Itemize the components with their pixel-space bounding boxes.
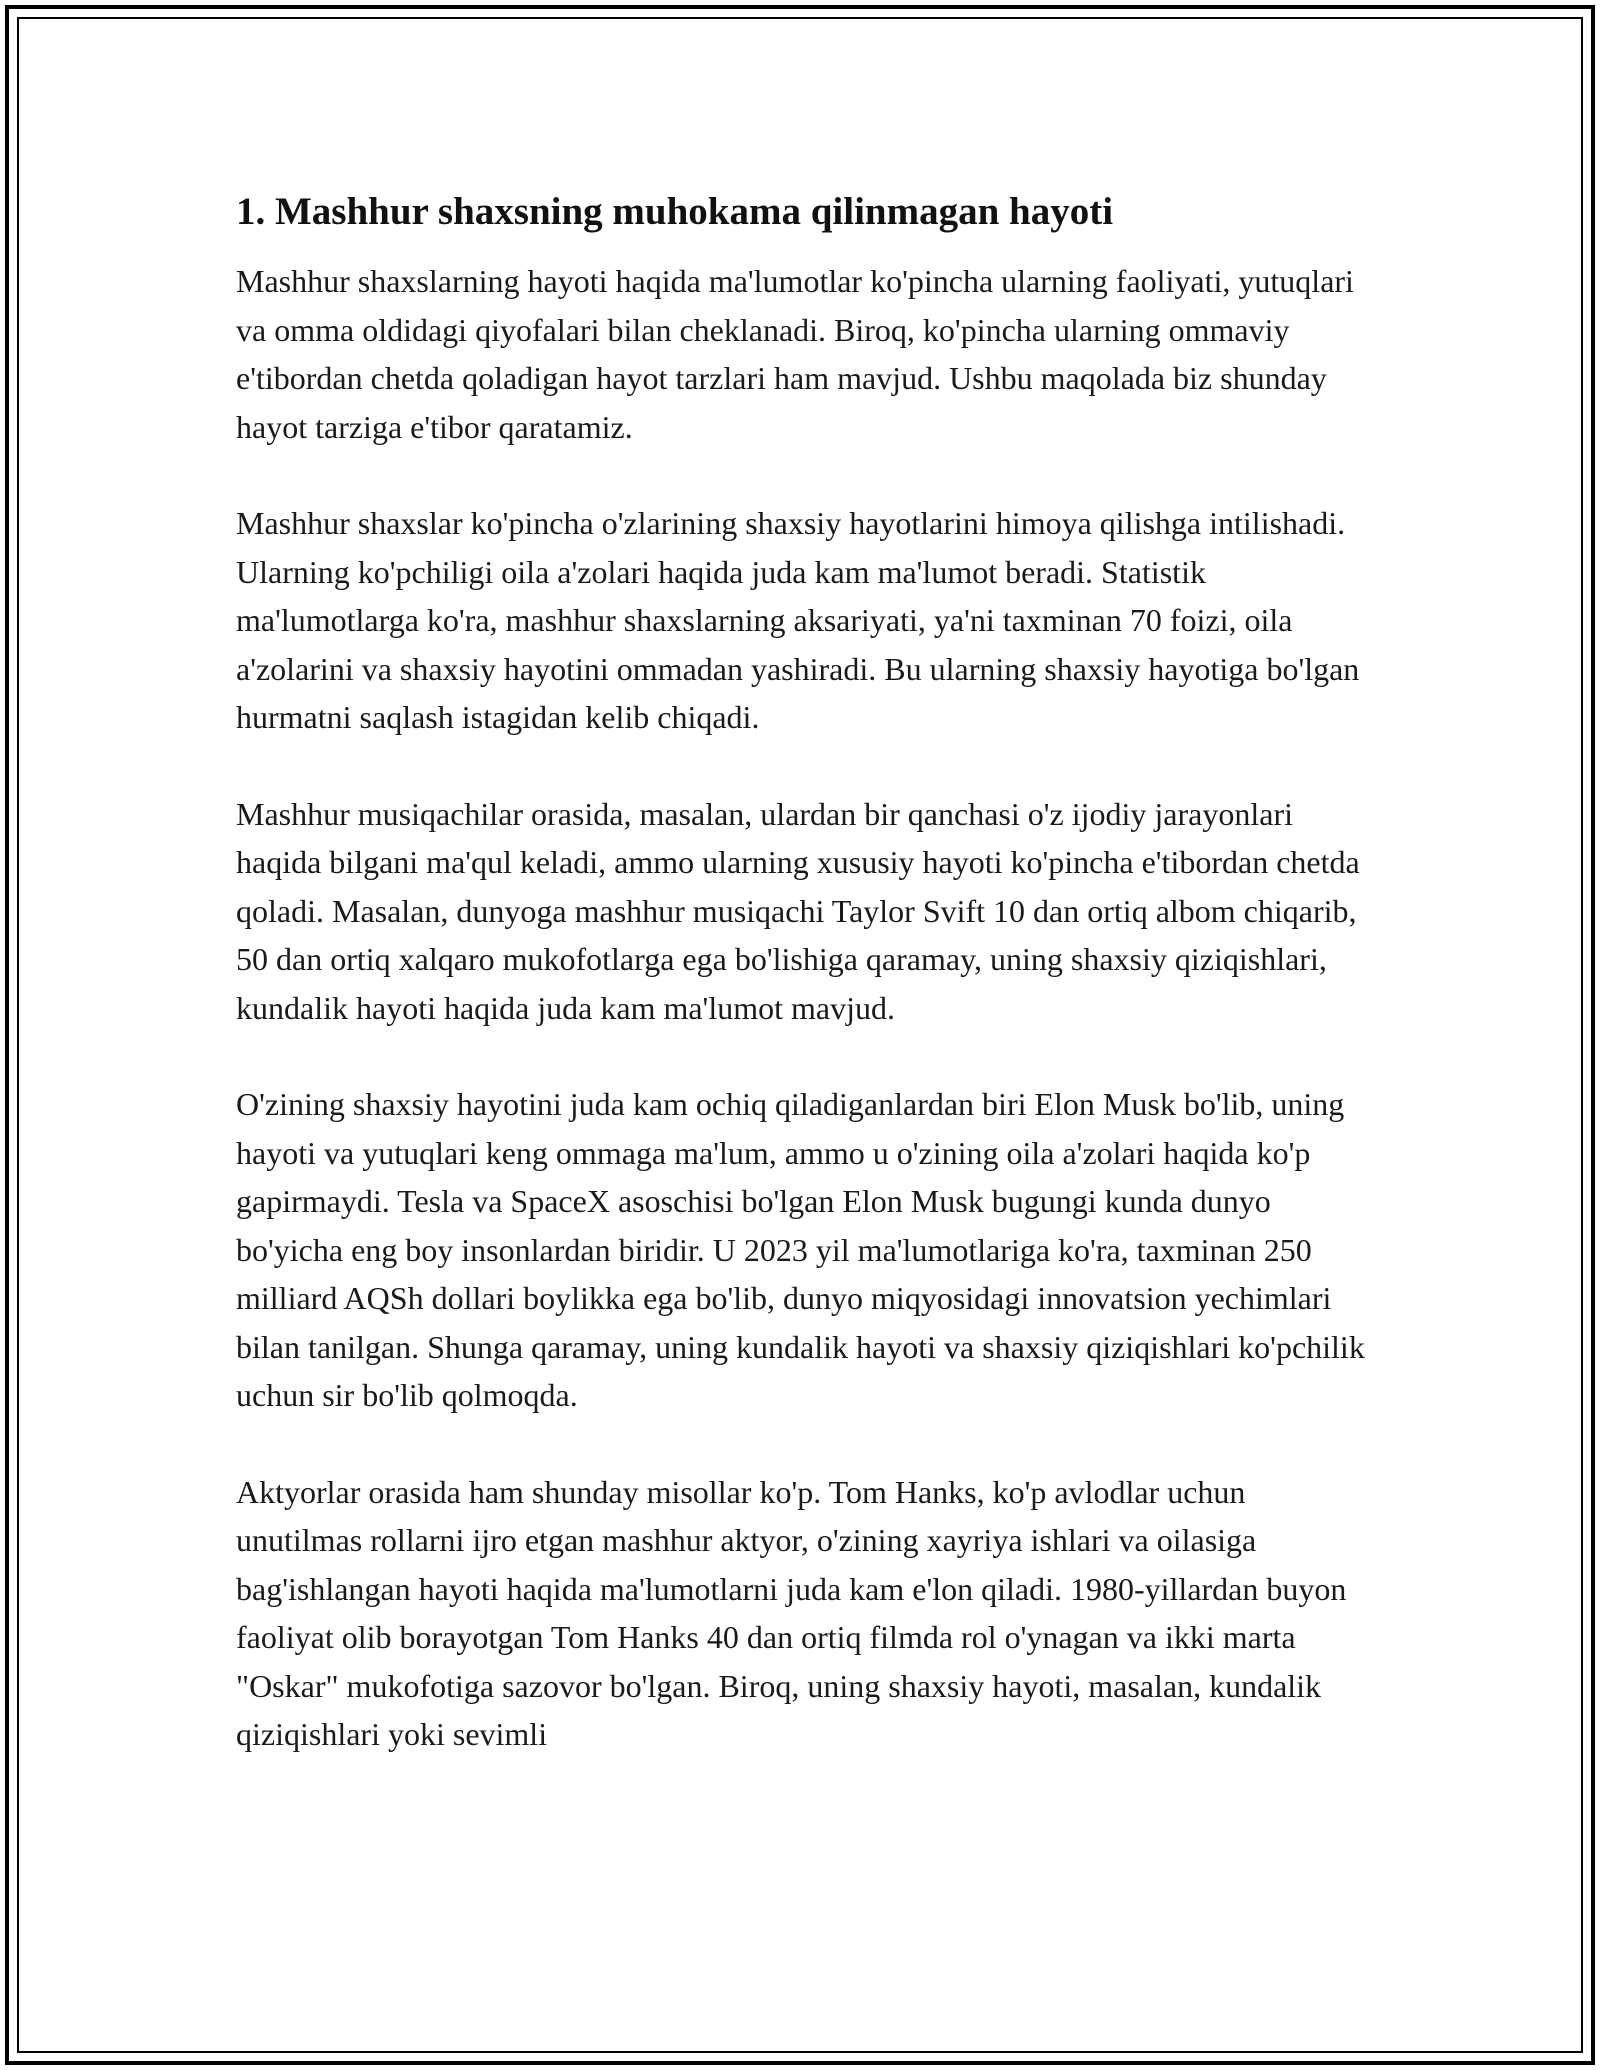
document-body <box>236 186 1376 1807</box>
paragraph-privacy: Mashhur shaxslar ko'pincha o'zlarining shaxsiy hayotlarini himoya qilishga intilishadi. Ularning ko'pchiligi oila a'zolari haqida juda kam ma'lumot beradi. Statistik ma'lumotlarga ko'ra, mashhur shaxslarning aksariyati, ya'ni taxminan 70 foizi, oila a'zolarini va shaxsiy hayotini ommadan yashiradi. Bu ularning shaxsiy hayotiga bo'lgan hurmatni saqlash istagidan kelib chiqadi. <box>236 505 1360 735</box>
paragraph-musicians: Mashhur musiqachilar orasida, masalan, ulardan bir qanchasi o'z ijodiy jarayonlari haqida bilgani ma'qul keladi, ammo ularning xususiy hayoti ko'pincha e'tibordan chetda qoladi. Masalan, dunyoga mashhur musiqachi Taylor Svift 10 dan ortiq albom chiqarib, 50 dan ortiq xalqaro mukofotlarga ega bo'lishiga qaramay, uning shaxsiy qiziqishlari, kundalik hayoti haqida juda kam ma'lumot mavjud. <box>236 795 1360 1026</box>
paragraph-elon-musk: O'zining shaxsiy hayotini juda kam ochiq qiladiganlardan biri Elon Musk bo'lib, uning hayoti va yutuqlari keng ommaga ma'lum, ammo u o'zining oila a'zolari haqida ko'p gapirmaydi. Tesla va SpaceX asoschisi bo'lgan Elon Musk bugungi kunda dunyo bo'yicha eng boy insonlardan biridir. U 2023 yil ma'lumotlariga ko'ra, taxminan 250 milliard AQSh dollari boylikka ega bo'lib, dunyo miqyosidagi innovatsion yechimlari bilan tanilgan. Shunga qaramay, uning kundalik hayoti va shaxsiy qiziqishlari ko'pchilik uchun sir bo'lib qolmoqda. <box>236 1086 1365 1413</box>
paragraph-intro: Mashhur shaxslarning hayoti haqida ma'lumotlar ko'pincha ularning faoliyati, yutuqlari va omma oldidagi qiyofalari bilan cheklanadi. Biroq, ko'pincha ularning ommaviy e'tibordan chetda qoladigan hayot tarzlari ham mavjud. Ushbu maqolada biz shunday hayot tarziga e'tibor qaratamiz. <box>236 263 1354 445</box>
paragraph-actors: Aktyorlar orasida ham shunday misollar ko'p. Tom Hanks, ko'p avlodlar uchun unutilmas rollarni ijro etgan mashhur aktyor, o'zining xayriya ishlari va oilasiga bag'ishlangan hayoti haqida ma'lumotlarni juda kam e'lon qiladi. 1980-yillardan buyon faoliyat olib borayotgan Tom Hanks 40 dan ortiq filmda rol o'ynagan va ikki marta "Oskar" mukofotiga sazovor bo'lgan. Biroq, uning shaxsiy hayoti, masalan, kundalik qiziqishlari yoki sevimli <box>236 1473 1347 1752</box>
section-heading: 1. Mashhur shaxsning muhokama qilinmagan hayoti <box>236 190 1114 233</box>
